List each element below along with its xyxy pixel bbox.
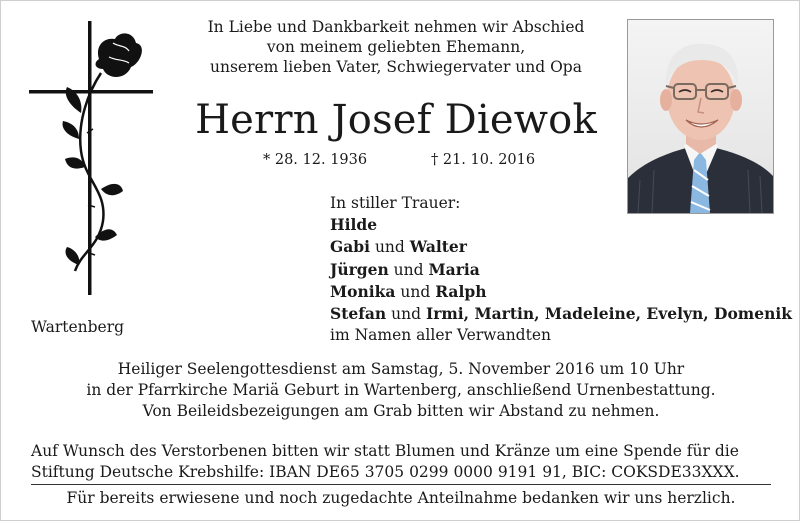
mourner-conjunction: und xyxy=(395,282,436,301)
mourner-name: Jürgen xyxy=(330,259,389,279)
donation-line: Stiftung Deutsche Krebshilfe: IBAN DE65 3705 0299 0000 9191 91, BIC: COKSDE33XXX. xyxy=(31,463,740,481)
mourners-closing: im Namen aller Verwandten xyxy=(330,326,551,345)
intro-line: unserem lieben Vater, Schwiegervater und Opa xyxy=(210,58,582,76)
cross-with-rose-icon xyxy=(29,21,159,296)
death-date: † 21. 10. 2016 xyxy=(431,152,536,168)
mourner-line xyxy=(330,259,792,281)
mourner-line xyxy=(330,281,792,303)
divider-line xyxy=(31,484,771,485)
place-name: Wartenberg xyxy=(31,318,125,336)
service-line: Von Beileidsbezeigungen am Grab bitten wir Abstand zu nehmen. xyxy=(142,402,660,420)
mourner-line xyxy=(330,236,792,258)
mourner-name: Walter xyxy=(409,237,467,257)
mourners-heading: In stiller Trauer: xyxy=(330,194,461,212)
deceased-name: Herrn Josef Diewok xyxy=(195,97,597,143)
portrait-photo xyxy=(627,19,774,214)
intro-line: von meinem geliebten Ehemann, xyxy=(266,38,526,56)
mourner-name: Hilde xyxy=(330,215,378,235)
mourner-conjunction: und xyxy=(386,305,426,324)
portrait-illustration xyxy=(628,20,773,213)
mourner-conjunction: und xyxy=(388,260,429,279)
mourner-line xyxy=(330,303,792,325)
thanks-text: Für bereits erwiesene und noch zugedachte Anteilnahme bedanken wir uns herzlich. xyxy=(66,489,736,507)
service-info xyxy=(1,359,800,422)
intro-line: In Liebe und Dankbarkeit nehmen wir Abschied xyxy=(207,18,585,36)
mourners-list xyxy=(330,193,792,346)
mourner-line xyxy=(330,214,792,236)
service-line: in der Pfarrkirche Mariä Geburt in Wartenberg, anschließend Urnenbestattung. xyxy=(86,381,716,399)
donation-line: Auf Wunsch des Verstorbenen bitten wir statt Blumen und Kränze um eine Spende für die xyxy=(31,442,739,460)
birth-date: * 28. 12. 1936 xyxy=(263,152,368,168)
mourner-name: Stefan xyxy=(330,304,387,324)
mourner-name: Ralph xyxy=(435,281,487,301)
intro-text xyxy=(181,17,611,77)
mourner-conjunction: und xyxy=(370,238,410,257)
mourner-name: Maria xyxy=(428,259,480,279)
service-line: Heiliger Seelengottesdienst am Samstag, 5. November 2016 um 10 Uhr xyxy=(117,360,685,378)
mourner-name: Irmi, Martin, Madeleine, Evelyn, Domenik xyxy=(425,304,792,324)
mourner-name: Gabi xyxy=(330,237,371,257)
mourner-name: Monika xyxy=(330,281,396,301)
donation-request xyxy=(31,441,771,483)
